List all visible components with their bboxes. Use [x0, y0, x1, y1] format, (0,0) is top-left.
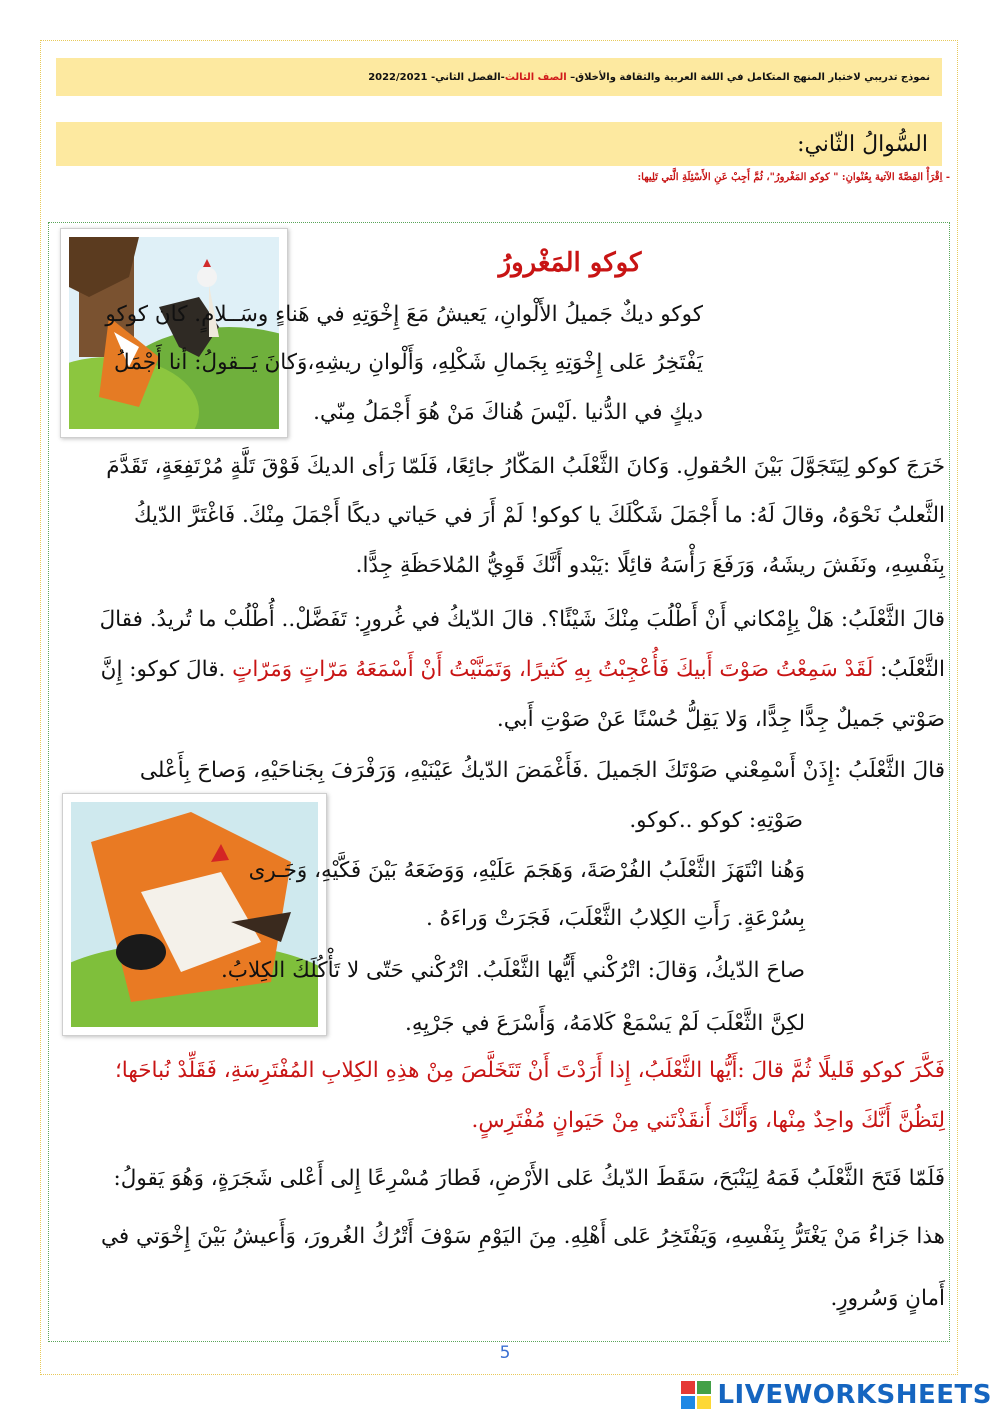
- story-line-15: لكِنَّ الثَّعْلَبَ لَمْ يَسْمَعْ كَلامَهُ، وَأَسْرَعَ في جَرْيِهِ.: [405, 1011, 805, 1036]
- page-number: 5: [499, 1343, 511, 1363]
- rooster-fox-image: [69, 237, 279, 429]
- story-line-2: يَفْتَخِرُ عَلى إِخْوَتِهِ بِجَمالِ شَكْلِهِ، وَأَلْوانِ ريشِهِ،وَكانَ يَــقولُ: أنا أَجْمَلُ: [114, 350, 703, 375]
- story-line-3: ديكٍ في الدُّنيا .لَيْسَ هُناكَ مَنْ هُوَ أَجْمَلُ مِنّي.: [313, 400, 703, 425]
- story-line-8-red: لَقَدْ سَمِعْتُ صَوْتَ أَبيكَ فَأُعْجِبْتُ بِهِ كَثيرًا، وَتَمَنَّيْتُ أَنْ أَسْمَعَهُ مَرّاتٍ وَمَرّاتٍ: [232, 657, 874, 682]
- liveworksheets-logo-icon: [681, 1381, 711, 1409]
- header-grade: الصف الثالث: [504, 71, 567, 83]
- story-line-8: [101, 659, 945, 681]
- question-label-bar: [56, 122, 942, 166]
- story-line-19: هذا جَزاءُ مَنْ يَغْتَرُّ بِنَفْسِهِ، وَيَفْتَخِرُ عَلى أَهْلِهِ. مِنَ اليَوْمِ سَوْفَ أَتْرُكُ الغُرورَ، وَأَعيشُ بَيْنَ إِخْوَتي في: [100, 1224, 945, 1249]
- brand-name: LIVEWORKSHEETS: [717, 1380, 992, 1410]
- story-line-8-end: .قالَ كوكو: إِنَّ: [100, 657, 233, 682]
- story-line-10: قالَ الثَّعْلَبُ :إِذَنْ أَسْمِعْني صَوْتَكَ الجَميلَ .فَأَغْمَضَ الدّيكُ عَيْنَيْهِ، وَرَفْرَفَ بِجَناحَيْهِ، وَصاحَ بِأَعْلى: [139, 758, 945, 783]
- story-line-1: كوكو ديكٌ جَميلُ الأَلْوانِ، يَعيشُ مَعَ إِخْوَتِهِ في هَناءٍ وسَــلامٍ. كان كوكو: [105, 302, 703, 327]
- fox-rooster-image: [71, 802, 318, 1027]
- story-line-12: وَهُنا انْتَهَزَ الثَّعْلَبُ الفُرْصَةَ، وَهَجَمَ عَلَيْهِ، وَوَضَعَهُ بَيْنَ فَكَّيْهِ، وَجَـرى: [248, 858, 805, 883]
- story-line-13: بِسُرْعَةٍ. رَأَتِ الكِلابُ الثَّعْلَبَ، فَجَرَتْ وَراءَهُ .: [425, 906, 805, 931]
- story-title: كوكو المَغْرورُ: [498, 248, 642, 278]
- liveworksheets-brand: [681, 1380, 992, 1410]
- story-line-11: صَوْتِهِ: كوكو ..كوكو.: [629, 808, 803, 833]
- story-line-6: بِنَفْسِهِ، ونَفَشَ ريشَهُ، وَرَفَعَ رَأْسَهُ قائِلًا :يَبْدو أَنَّكَ قَوِيُّ المُلاحَظَةِ جِدًّا.: [355, 553, 945, 578]
- story-line-7: قالَ الثَّعْلَبُ: هَلْ بِإِمْكاني أَنْ أَطْلُبَ مِنْكَ شَيْئًا؟. قالَ الدّيكُ في غُرورٍ: تَفَضَّلْ.. أُطْلُبْ ما تُريدُ. فقالَ: [99, 607, 945, 632]
- fox-grabbing-rooster-illustration: [62, 793, 327, 1036]
- header-text-start: نموذج تدريبي لاختبار المنهج المتكامل في اللغة العربية والثقافة والأخلاق–: [570, 71, 930, 83]
- story-line-17: لِتَظُنَّ أَنَّكَ واحِدٌ مِنْها، وَأَنَّكَ أَنقَذْتَني مِنْ حَيَوانٍ مُفْتَرِسٍ.: [471, 1108, 945, 1133]
- question-label: السُّوالُ الثّاني:: [797, 131, 928, 157]
- story-line-16: فَكَّرَ كوكو قَليلًا ثُمَّ قالَ :أَيُّها الثَّعْلَبُ، إِذا أَرَدْتَ أَنْ تَتَخَلَّصَ مِنْ هذِهِ الكِلابِ المُفْتَرِسَةِ، فَقَلِّدْ نُباحَها؛: [114, 1058, 945, 1083]
- story-line-20: أَمانٍ وَسُرورٍ.: [830, 1286, 945, 1311]
- story-line-5: الثَّعلبُ نَحْوَهُ، وقالَ لَهُ: ما أَجْمَلَ شَكْلَكَ يا كوكو! لَمْ أَرَ في حَياتي ديكًا أَجْمَلَ مِنْكَ. فَاغْتَرَّ الدّيكُ: [133, 503, 945, 528]
- question-instruction: - اِقْرَأْ القِصَّةَ الآتية بِعُنْوانِ: " كوكو المَغْرورُ"، ثُمَّ أَجِبْ عَنِ الأَسْئِلَةِ الَّتي تَلِيها:: [637, 172, 950, 183]
- rooster-fox-illustration: [60, 228, 288, 438]
- header-text-end: -الفصل الثاني- 2022/2021: [368, 71, 505, 83]
- story-line-14: صاحَ الدّيكُ، وَقالَ: اتْرُكْني أَيُّها الثَّعْلَبُ. اتْرُكْني حَتّى لا تَأْكُلَكَ الكِلابُ.: [220, 958, 805, 983]
- story-line-9: صَوْتي جَميلٌ جِدًّا جِدًّا، وَلا يَقِلُّ حُسْنًا عَنْ صَوْتِ أَبي.: [496, 707, 945, 732]
- exam-header: [56, 58, 942, 96]
- story-line-4: خَرَجَ كوكو لِيَتَجَوَّلَ بَيْنَ الحُقولِ. وَكانَ الثَّعْلَبُ المَكّارُ جائِعًا، فَلَمّا رَأى الديكَ فَوْقَ تَلَّةٍ مُرْتَفِعَةٍ، تَقَدَّمَ: [106, 454, 945, 479]
- story-line-18: فَلَمّا فَتَحَ الثَّعْلَبُ فَمَهُ لِيَنْبَحَ، سَقَطَ الدّيكُ عَلى الأَرْضِ، فَطارَ مُسْرِعًا إِلى أَعْلى شَجَرَةٍ، وَهُوَ يَقولُ:: [113, 1166, 945, 1191]
- story-line-8-start: الثَّعْلَبُ:: [873, 657, 945, 682]
